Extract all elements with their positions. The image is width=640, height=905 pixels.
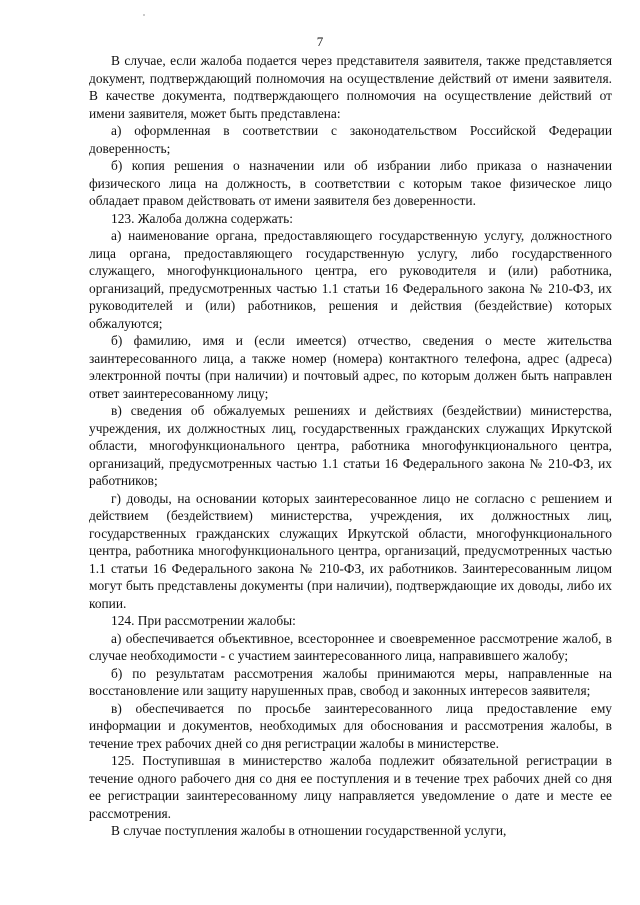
- scan-speck: [143, 14, 145, 16]
- paragraph-123-item-g: г) доводы, на основании которых заинтересованное лицо не согласно с решением и действием (бездействием) министерства, учреждения, их должностных лиц, государственных гражданских служащих Иркутской области, многофункционального центра, работника многофункционального центра, организаций, предусмотренных частью 1.1 статьи 16 Федерального закона № 210-ФЗ, их работников. Заинтересованным лицом могут быть представлены документы (при наличии), подтверждающие их доводы, либо их копии.: [89, 490, 612, 611]
- paragraph-representative-intro: В случае, если жалоба подается через представителя заявителя, также представляется документ, подтверждающий полномочия на осуществление действий от имени заявителя. В качестве документа, подтверждающего полномочия на осуществление действий от имени заявителя, может быть представлена:: [89, 53, 612, 121]
- document-body: [89, 52, 612, 840]
- paragraph-clause-125: 125. Поступившая в министерство жалоба подлежит обязательной регистрации в течение одного рабочего дня со дня ее поступления и в течение трех рабочих дней со дня ее регистрации заинтересованному лицу направляется уведомление о дате и месте ее рассмотрения.: [89, 753, 612, 821]
- paragraph-item-b-appointment-decision: б) копия решения о назначении или об избрании либо приказа о назначении физического лица на должность, в соответствии с которым такое физическое лицо обладает правом действовать от имени заявителя без доверенности.: [89, 158, 612, 208]
- paragraph-123-item-a: а) наименование органа, предоставляющего государственную услугу, должностного лица органа, предоставляющего государственную услугу, либо государственного служащего, многофункционального центра, его руководителя и (или) работника, организаций, предусмотренных частью 1.1 статьи 16 Федерального закона № 210-ФЗ, их руководителей и (или) работников, решения и действия (бездействие) которых обжалуются;: [89, 228, 612, 331]
- page-number: 7: [316, 34, 324, 49]
- paragraph-124-item-v: в) обеспечивается по просьбе заинтересованного лица предоставление ему информации и документов, необходимых для обоснования и рассмотрения жалобы, в течение трех рабочих дней со дня регистрации жалобы в министерстве.: [89, 700, 612, 751]
- paragraph-123-item-b: б) фамилию, имя и (если имеется) отчество, сведения о месте жительства заинтересованного лица, а также номер (номера) контактного телефона, адрес (адреса) электронной почты (при наличии) и почтовый адрес, по которым должен быть направлен ответ заинтересованному лицу;: [89, 333, 612, 401]
- paragraph-clause-123: 123. Жалоба должна содержать:: [111, 210, 293, 226]
- paragraph-service-complaint-start: В случае поступления жалобы в отношении государственной услуги,: [111, 823, 507, 838]
- paragraph-123-item-v: в) сведения об обжалуемых решениях и действиях (бездействии) министерства, учреждения, их должностных лиц, государственных гражданских служащих Иркутской области, многофункционального центра, работника многофункционального центра, организаций, предусмотренных частью 1.1 статьи 16 Федерального закона № 210-ФЗ, их работников;: [89, 403, 612, 488]
- paragraph-124-item-a: а) обеспечивается объективное, всестороннее и своевременное рассмотрение жалоб, в случае необходимости - с участием заинтересованного лица, направившего жалобу;: [89, 630, 612, 663]
- paragraph-124-item-b: б) по результатам рассмотрения жалобы принимаются меры, направленные на восстановление или защиту нарушенных прав, свобод и законных интересов заявителя;: [89, 665, 612, 698]
- paragraph-item-a-power-of-attorney: а) оформленная в соответствии с законодательством Российской Федерации доверенность;: [89, 123, 612, 156]
- paragraph-clause-124: 124. При рассмотрении жалобы:: [111, 613, 296, 628]
